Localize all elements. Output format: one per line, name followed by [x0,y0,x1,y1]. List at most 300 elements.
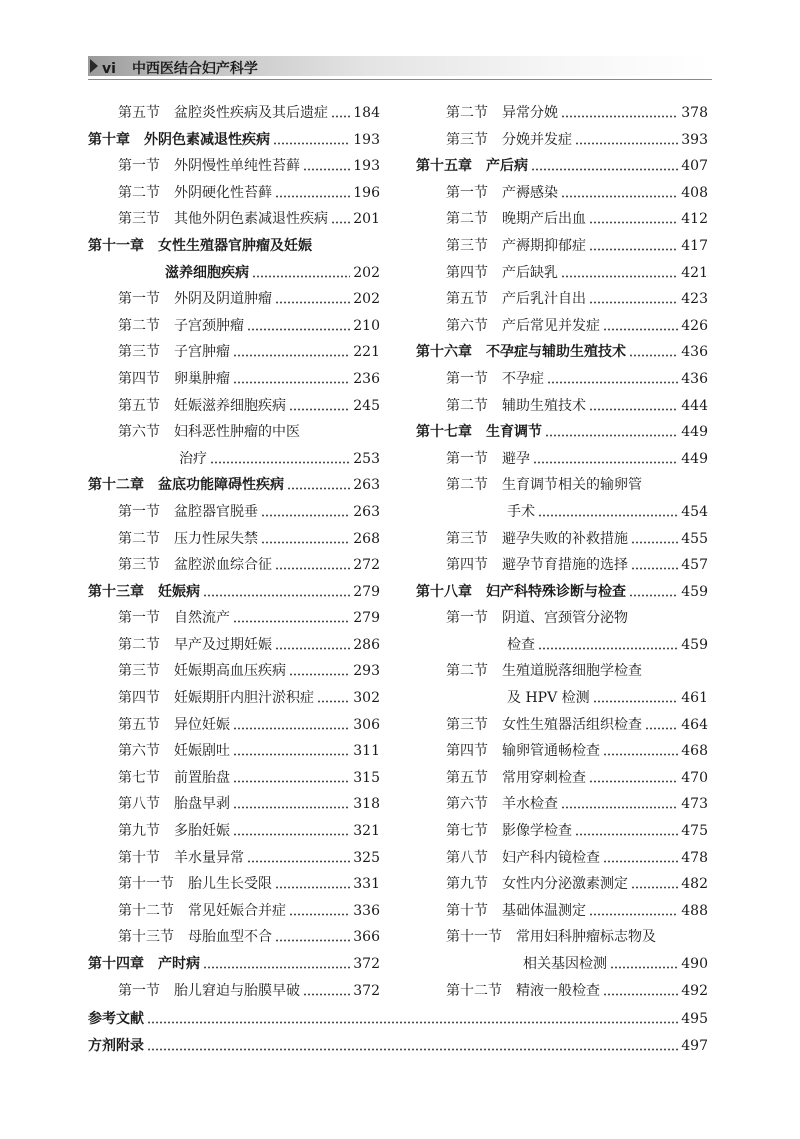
toc-entry-label [118,605,230,632]
toc-entry-label [446,712,642,739]
toc-entry-title: 避孕失败的补救措施 [502,530,628,547]
toc-entry-label [446,100,558,127]
toc-entry[interactable] [416,978,708,1005]
toc-entry[interactable] [88,845,380,872]
toc-entry-title: 外阴色素减退性疾病 [144,131,270,148]
toc-entry[interactable] [416,951,708,978]
toc-entry-title: 不孕症 [502,370,544,387]
toc-entry-page: 426 [681,317,708,334]
toc-entry-number: 第二节 [446,211,488,228]
toc-entry-label [446,472,642,499]
toc-entry-page: 366 [353,929,380,946]
toc-entry-number: 第五节 [446,769,488,786]
toc-entry-title: 避孕 [502,450,530,467]
toc-entry-page: 236 [353,370,380,387]
toc-entry-label [118,791,230,818]
toc-entry-label [416,339,626,366]
toc-entry-page: 468 [681,743,708,760]
toc-entry-label [446,791,558,818]
toc-entry-title: 胎儿生长受限 [188,876,272,893]
toc-entry[interactable] [88,791,380,818]
toc-entry-number: 第一节 [446,184,488,201]
toc-entry-number: 第十章 [88,131,130,148]
toc-entry[interactable] [88,339,380,366]
toc-entry-number: 第十四章 [88,956,144,972]
toc-entry-number: 第二节 [446,397,488,414]
dot-leader [589,408,678,411]
toc-entry[interactable] [88,898,380,925]
toc-entry-label [446,818,572,845]
toc-entry-page: 306 [353,716,380,733]
toc-entry-page: 193 [353,131,380,148]
toc-entry-page: 444 [681,397,708,414]
toc-entry-number: 第三节 [118,211,160,228]
toc-entry-page: 470 [681,769,708,786]
toc-entry-page: 459 [681,636,708,653]
toc-entry[interactable] [88,393,380,420]
dot-leader [252,275,350,278]
toc-entry-label [446,552,628,579]
toc-entry-label [416,579,626,606]
toc-entry[interactable] [88,685,380,712]
toc-entry-label [118,924,272,951]
toc-entry-title: 胎盘早剥 [174,796,230,813]
toc-entry-number: 第十二节 [118,902,174,919]
toc-entry-title: 盆腔炎性疾病及其后遗症 [174,105,328,121]
toc-entry-title: 产时病 [158,956,200,972]
toc-entry-title: 异位妊娠 [174,716,230,733]
toc-entry-number: 第十一章 [88,237,144,254]
toc-entry-number: 第十二章 [88,477,144,494]
toc-entry-label [165,260,249,287]
dot-leader [303,168,350,171]
toc-entry-title: 妊娠剧吐 [174,743,230,760]
toc-entry-number: 第二节 [118,530,160,547]
toc-entry-label [118,419,300,446]
toc-entry[interactable] [416,499,708,526]
toc-entry[interactable] [88,738,380,765]
dot-leader [287,487,350,490]
toc-entry[interactable] [416,472,708,499]
toc-entry[interactable] [416,738,708,765]
toc-entry[interactable] [416,552,708,579]
toc-entry-label [446,313,600,340]
dot-leader [610,966,678,969]
toc-entry[interactable] [88,632,380,659]
toc-entry-page: 407 [681,158,708,175]
toc-entry-label [88,579,200,606]
toc-entry-number: 第五节 [118,105,160,121]
toc-entry-number: 第十五章 [416,158,472,175]
toc-entry-title: 产后缺乳 [502,264,558,281]
toc-entry[interactable] [416,366,708,393]
toc-entry[interactable] [88,366,380,393]
toc-entry-number: 第十二节 [446,982,502,999]
toc-entry-label [88,472,284,499]
toc-entry-title: 避孕节育措施的选择 [502,557,628,574]
toc-entry[interactable] [416,339,708,366]
toc-entry-title: 前置胎盘 [174,769,230,786]
toc-entry-title: 常见妊娠合并症 [188,902,286,919]
toc-entry-title: 晚期产后出血 [502,211,586,228]
page-number-roman: vi [102,61,116,77]
toc-entry-title: 卵巢肿瘤 [174,370,230,387]
toc-entry-number: 第四节 [118,370,160,387]
toc-entry[interactable] [88,1033,708,1060]
dot-leader [273,142,350,145]
toc-entry[interactable] [416,791,708,818]
toc-entry-label [118,499,258,526]
book-title: 中西医结合妇产科学 [131,61,258,77]
dot-leader [233,833,350,836]
toc-entry-label [118,845,244,872]
toc-entry-page: 202 [353,291,380,308]
toc-entry[interactable] [416,579,708,606]
toc-entry-page: 408 [681,184,708,201]
dot-leader [210,461,350,464]
toc-entry-title: 基础体温测定 [502,902,586,919]
dot-leader [303,993,350,996]
toc-entry[interactable] [416,153,708,180]
toc-entry[interactable] [88,1006,708,1033]
toc-entry-number: 第八节 [118,796,160,813]
toc-entry-title: 其他外阴色素减退性疾病 [174,211,328,228]
toc-entry-number: 第四节 [118,690,160,707]
dot-leader [603,860,678,863]
toc-entry[interactable] [416,446,708,473]
dot-leader [261,514,350,517]
toc-entry-number: 第一节 [446,370,488,387]
toc-entry-title: 产后常见并发症 [502,317,600,334]
toc-entry-page: 321 [353,823,380,840]
toc-entry[interactable] [88,658,380,685]
toc-entry-title: 妇产科特殊诊断与检查 [486,583,626,600]
toc-entry[interactable] [88,712,380,739]
toc-back-matter [88,1006,708,1059]
toc-entry[interactable] [88,526,380,553]
toc-entry[interactable] [416,712,708,739]
toc-entry-number: 第四节 [446,743,488,760]
toc-entry[interactable] [416,605,708,632]
dot-leader [261,541,350,544]
toc-left-column [88,100,380,1004]
toc-entry-number: 第二节 [118,184,160,201]
toc-entry-title: 生殖道脱落细胞学检查 [502,663,642,680]
toc-entry-page: 455 [681,530,708,547]
toc-entry-title: 子宫颈肿瘤 [174,317,244,334]
toc-entry[interactable] [88,313,380,340]
dot-leader [631,567,678,570]
toc-entry-page: 331 [353,876,380,893]
toc-entry-label [416,419,542,446]
dot-leader [561,195,678,198]
toc-entry-page: 202 [353,264,380,281]
toc-entry-title: 子宫肿瘤 [174,344,230,361]
toc-entry[interactable] [88,924,380,951]
toc-entry-number: 第十节 [118,849,160,866]
toc-entry[interactable] [416,286,708,313]
toc-entry-page: 482 [681,876,708,893]
toc-entry[interactable] [88,180,380,207]
toc-entry-number: 第三节 [118,557,160,574]
toc-entry-label [88,127,270,154]
toc-entry[interactable] [88,127,380,154]
toc-right-column [416,100,708,1004]
toc-entry-number: 第一节 [118,291,160,308]
dot-leader [331,221,350,224]
toc-entry-label [118,978,300,1005]
dot-leader [289,673,350,676]
toc-entry-title: 女性生殖器活组织检查 [502,716,642,733]
toc-entry-number: 第六节 [446,796,488,813]
toc-entry-number: 第一节 [446,450,488,467]
toc-entry-label [118,632,272,659]
toc-entry-number: 第二节 [446,663,488,680]
toc-entry-title: 及 HPV 检测 [507,690,590,707]
toc-entry-page: 253 [353,450,380,467]
toc-entry-title: 辅助生殖技术 [502,397,586,414]
toc-entry-page: 201 [353,211,380,228]
dot-leader [233,780,350,783]
toc-entry[interactable] [88,286,380,313]
toc-entry-label [118,685,314,712]
toc-entry[interactable] [416,845,708,872]
toc-entry-label [118,180,272,207]
toc-entry[interactable] [416,419,708,446]
toc-entry-label [446,260,558,287]
dot-leader [289,913,350,916]
dot-leader [317,700,350,703]
toc-entry[interactable] [88,233,380,260]
toc-entry-number: 第三节 [446,237,488,254]
toc-entry-title: 生育调节 [486,424,542,441]
toc-entry-number: 第三节 [118,344,160,361]
toc-entry-label [446,845,600,872]
toc-entry-title: 影像学检查 [502,823,572,840]
toc-entry-label [446,180,558,207]
dot-leader [575,142,678,145]
toc-entry-title: 手术 [507,503,535,520]
dot-leader [631,886,678,889]
toc-entry[interactable] [88,871,380,898]
toc-entry-page: 336 [353,902,380,919]
toc-entry-number: 第十六章 [416,344,472,361]
toc-entry-title: 胎儿窘迫与胎膜早破 [174,982,300,999]
toc-entry[interactable] [88,951,380,978]
toc-entry[interactable] [88,100,380,127]
toc-entry[interactable] [88,765,380,792]
toc-entry[interactable] [416,685,708,712]
toc-entry-number: 第十八章 [416,583,472,600]
dot-leader [538,647,678,650]
toc-entry[interactable] [88,206,380,233]
toc-entry-page: 449 [681,424,708,441]
toc-entry-label [118,206,328,233]
toc-entry-title: 羊水检查 [502,796,558,813]
dot-leader [561,275,678,278]
toc-entry-number: 第五节 [118,716,160,733]
dot-leader [561,115,678,118]
toc-entry[interactable] [416,526,708,553]
toc-entry[interactable] [416,233,708,260]
toc-entry[interactable] [416,898,708,925]
toc-entry-number: 第二节 [118,317,160,334]
toc-entry-label [446,898,586,925]
toc-entry-title: 外阴及阴道肿瘤 [174,291,272,308]
dot-leader [275,939,350,942]
toc-entry-page: 495 [681,1011,708,1027]
toc-entry-number: 第七节 [446,823,488,840]
toc-entry-page: 372 [353,982,380,999]
toc-entry-title: 精液一般检查 [516,982,600,999]
toc-entry[interactable] [416,100,708,127]
toc-entry[interactable] [416,871,708,898]
toc-entry-page: 184 [353,105,380,121]
toc-entry-label [118,712,230,739]
toc-entry[interactable] [416,765,708,792]
toc-entry-label [446,924,656,951]
toc-entry-page: 311 [353,743,380,760]
toc-entry-title: 自然流产 [174,610,230,627]
toc-entry-number: 第三节 [118,663,160,680]
toc-entry-number: 第二节 [446,105,488,121]
toc-entry-title: 不孕症与辅助生殖技术 [486,344,626,361]
toc-entry-title: 分娩并发症 [502,131,572,148]
toc-entry-title: 母胎血型不合 [188,929,272,946]
toc-entry-number: 第十三章 [88,583,144,600]
toc-entry[interactable] [88,419,380,446]
toc-entry-label [446,765,586,792]
toc-entry-label [118,393,286,420]
toc-entry-number: 第九节 [446,876,488,893]
toc-entry-title: 早产及过期妊娠 [174,636,272,653]
dot-leader [247,328,350,331]
toc-entry[interactable] [88,552,380,579]
toc-entry-page: 221 [353,344,380,361]
dot-leader [531,168,678,171]
toc-entry-label [446,738,600,765]
dot-leader [589,248,678,251]
toc-entry-number: 第十一节 [118,876,174,893]
dot-leader [233,620,350,623]
toc-entry-number: 第六节 [446,317,488,334]
dot-leader [603,993,678,996]
toc-entry[interactable] [88,260,380,287]
running-header [88,52,712,80]
toc-entry-label [118,339,230,366]
toc-entry-label [507,499,535,526]
dot-leader [631,541,678,544]
toc-entry-page: 436 [681,344,708,361]
toc-entry-label [507,632,535,659]
toc-entry-label [88,233,312,260]
toc-entry[interactable] [88,472,380,499]
toc-entry-title: 妊娠期高血压疾病 [174,663,286,680]
toc-entry-title: 女性生殖器官肿瘤及妊娠 [158,237,312,254]
toc-entry[interactable] [88,579,380,606]
toc-entry-label [88,1006,144,1033]
toc-entry-title: 羊水量异常 [174,849,244,866]
toc-entry-page: 478 [681,849,708,866]
toc-entry[interactable] [88,499,380,526]
toc-entry[interactable] [416,127,708,154]
toc-entry-label [446,446,530,473]
triangle-marker-icon [90,59,98,73]
toc-entry-title: 妇产科内镜检查 [502,849,600,866]
dot-leader [589,221,678,224]
toc-entry-label [118,313,244,340]
toc-entry[interactable] [416,313,708,340]
toc-entry-page: 475 [681,823,708,840]
toc-entry-label [446,366,544,393]
toc-entry-title: 妊娠滋养细胞疾病 [174,397,286,414]
toc-entry-title: 女性内分泌激素测定 [502,876,628,893]
toc-entry-page: 461 [681,690,708,707]
toc-entry-title: 输卵管通畅检查 [502,743,600,760]
toc-entry-number: 第十一节 [446,929,502,946]
toc-entry[interactable] [416,632,708,659]
toc-entry-number: 第九节 [118,823,160,840]
toc-entry-page: 421 [681,264,708,281]
toc-entry-title: 常用妇科肿瘤标志物及 [516,929,656,946]
toc-entry[interactable] [88,153,380,180]
toc-entry-label [446,286,586,313]
toc-entry[interactable] [416,180,708,207]
toc-entry-title: 治疗 [179,450,207,467]
toc-entry-page: 497 [681,1037,708,1054]
toc-entry-title: 盆底功能障碍性疾病 [158,477,284,494]
toc-entry-label [118,526,258,553]
toc-entry-label [446,393,586,420]
toc-entry-page: 459 [681,583,708,600]
toc-entry-title: 盆腔器官脱垂 [174,503,258,520]
toc-entry[interactable] [88,818,380,845]
toc-entry-label [446,526,628,553]
toc-entry[interactable] [88,978,380,1005]
toc-entry-label [118,765,230,792]
toc-entry-number: 第二节 [446,477,488,494]
toc-entry[interactable] [416,260,708,287]
dot-leader [233,753,350,756]
toc-entry-page: 302 [353,690,380,707]
dot-leader [589,301,678,304]
toc-entry[interactable] [416,393,708,420]
toc-entry-title: 多胎妊娠 [174,823,230,840]
toc-entry-page: 393 [681,131,708,148]
toc-entry[interactable] [416,658,708,685]
dot-leader [331,115,350,118]
toc-entry-number: 第五节 [118,397,160,414]
toc-entry-number: 第十七章 [416,424,472,441]
toc-entry[interactable] [416,818,708,845]
toc-entry[interactable] [88,605,380,632]
dot-leader [275,567,350,570]
dot-leader [547,381,678,384]
toc-entry-page: 315 [353,769,380,786]
toc-entry-label [118,818,230,845]
toc-entry[interactable] [416,206,708,233]
dot-leader [538,514,678,517]
toc-entry-page: 490 [681,956,708,972]
toc-entry-page: 473 [681,796,708,813]
toc-entry[interactable] [88,446,380,473]
toc-entry-number: 第六节 [118,743,160,760]
toc-entry-title: 检查 [507,636,535,653]
dot-leader [533,461,678,464]
toc-entry[interactable] [416,924,708,951]
toc-entry-page: 279 [353,583,380,600]
toc-entry-title: 产褥感染 [502,184,558,201]
